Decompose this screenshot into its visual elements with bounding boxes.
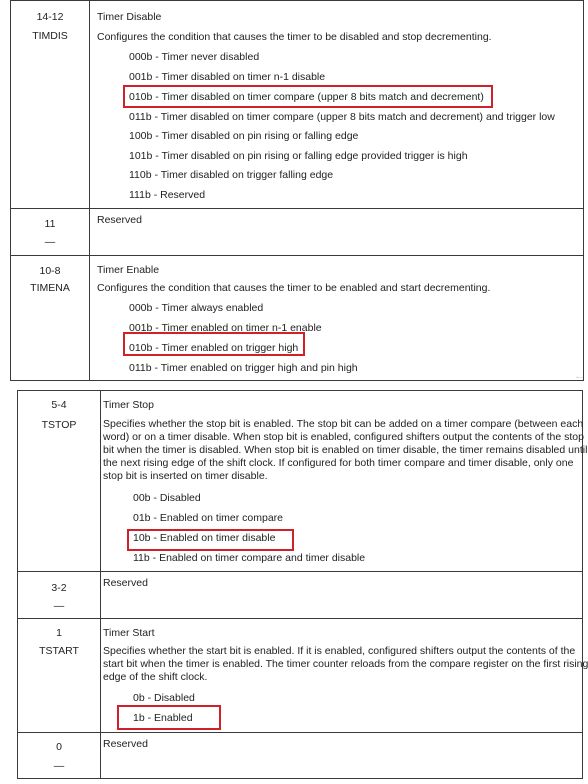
option-000b: 000b - Timer always enabled [129,302,264,314]
option-001b: 001b - Timer enabled on timer n-1 enable [129,322,322,334]
description-line-2: word) or on a timer disable. When stop bit is enabled, configured shifters output the contents of the stop [103,431,584,443]
register-row-tstop [18,391,588,571]
bit-range: 1 [56,627,62,639]
field-description [90,256,583,381]
bit-range: 11 [44,218,56,230]
option-11b: 11b - Enabled on timer compare and timer disable [133,552,366,564]
field-summary: Configures the condition that causes the timer to be disabled and stop decrementing. [97,31,492,43]
field-description [90,209,583,256]
bit-column [18,572,101,619]
field-name: — [44,236,56,248]
option-10b: 10b - Enabled on timer disable [133,532,276,544]
field-name: — [53,760,65,772]
bit-range: 10-8 [39,265,61,277]
register-row-bits32 [18,571,582,619]
option-0b: 0b - Disabled [133,692,195,704]
field-title: Timer Enable [97,264,160,276]
option-010b: 010b - Timer enabled on trigger high [129,342,299,354]
field-name: TSTOP [41,419,77,431]
option-001b: 001b - Timer disabled on timer n-1 disable [129,71,326,83]
option-011b: 011b - Timer enabled on trigger high and pin high [129,362,358,374]
field-name: — [53,600,65,612]
option-101b: 101b - Timer disabled on pin rising or falling edge provided trigger is high [129,150,468,162]
highlight-box-timdis-010b [123,85,493,108]
field-name: TIMENA [30,282,70,294]
option-111b: 111b - Reserved [129,189,206,201]
field-title: Timer Stop [103,399,154,411]
field-title: Reserved [103,738,148,750]
scan-artifact: ← [574,370,585,382]
field-title: Reserved [97,214,142,226]
option-010b: 010b - Timer disabled on timer compare (upper 8 bits match and decrement) [129,91,484,103]
field-description [101,572,582,619]
description-line-1: Specifies whether the stop bit is enabled. The stop bit can be added on a timer compare (between each [103,418,584,430]
option-00b: 00b - Disabled [133,492,201,504]
bit-column [18,391,101,571]
description-line-5: stop bit is inserted on timer disable. [103,470,268,482]
register-row-bit0 [18,732,582,779]
highlight-box-tstop-10b [127,529,294,551]
description-line-2: start bit when the timer is enabled. The timer counter reloads from the compare register on the first rising [103,658,588,670]
description-line-4: the next rising edge of the shift clock. If configured for both timer compare and timer disable, only one [103,457,574,469]
option-1b: 1b - Enabled [133,712,193,724]
option-000b: 000b - Timer never disabled [129,51,260,63]
field-title: Reserved [103,577,148,589]
option-01b: 01b - Enabled on timer compare [133,512,283,524]
bit-range: 5-4 [51,399,67,411]
description-line-3: edge of the shift clock. [103,671,208,683]
field-title: Timer Start [103,627,155,639]
highlight-box-tstart-1b [117,705,221,730]
bit-column [18,733,101,779]
field-name: TIMDIS [32,30,68,42]
option-011b: 011b - Timer disabled on timer compare (upper 8 bits match and decrement) and trigger low [129,111,555,123]
field-summary: Configures the condition that causes the timer to be enabled and start decrementing. [97,282,491,294]
highlight-box-timena-010b [123,332,305,356]
bit-column [11,256,90,381]
bit-range: 3-2 [51,582,67,594]
register-row-bit11 [11,208,583,256]
bit-column [11,209,90,256]
field-description [101,733,582,779]
field-title: Timer Disable [97,11,162,23]
description-line-1: Specifies whether the start bit is enabled. If it is enabled, configured shifters output the contents of the [103,645,576,657]
description-line-3: bit when the timer is disabled. When stop bit is enabled on timer disable, the timer remains disabled until [103,444,588,456]
register-row-tstart [18,618,588,733]
bit-column [11,1,90,208]
option-110b: 110b - Timer disabled on trigger falling edge [129,169,334,181]
option-100b: 100b - Timer disabled on pin rising or falling edge [129,130,359,142]
bit-range: 0 [56,741,62,753]
register-row-timena [11,255,583,381]
bit-column [18,619,101,733]
bit-range: 14-12 [36,11,64,23]
field-name: TSTART [39,645,79,657]
bottom-register-table [17,390,588,779]
top-register-table [10,0,584,381]
